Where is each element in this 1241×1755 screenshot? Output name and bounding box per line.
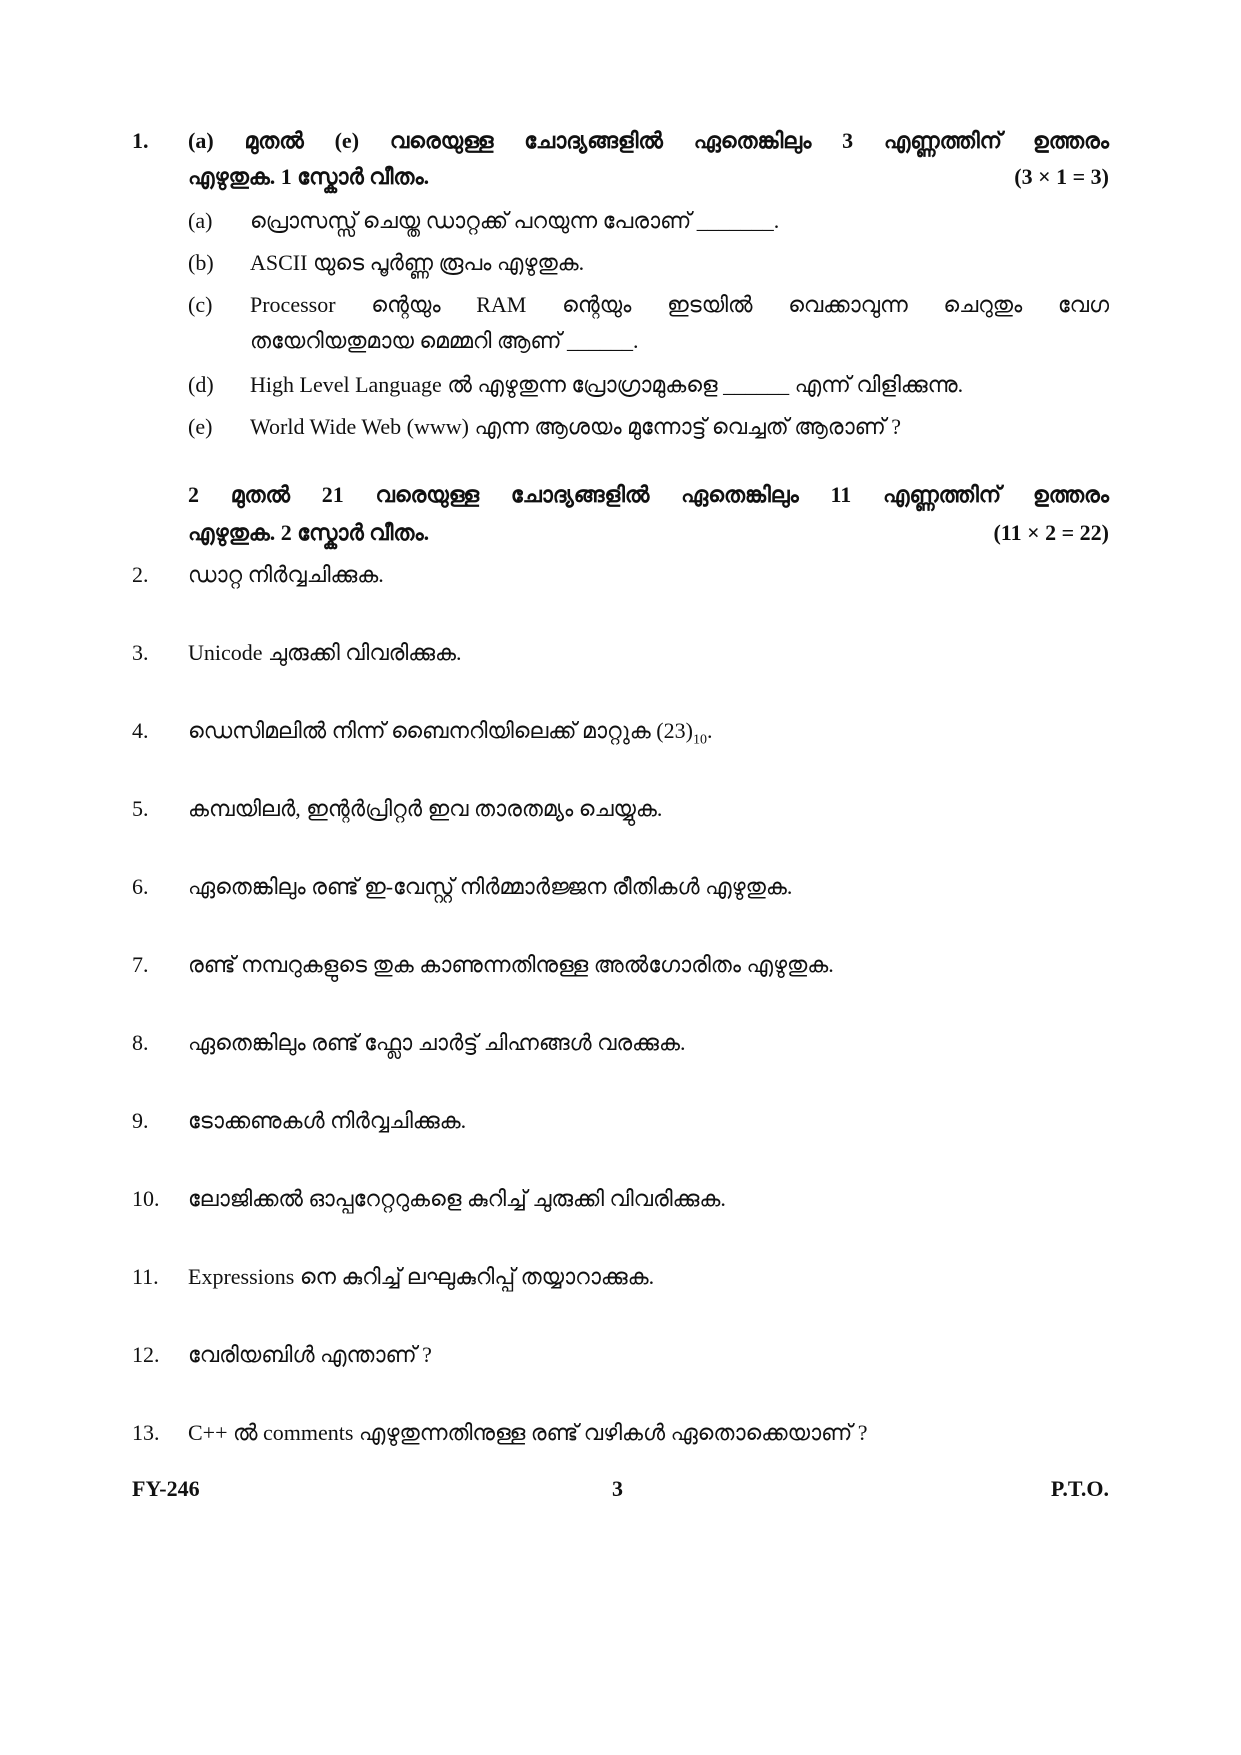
option-letter: (b) bbox=[188, 250, 214, 275]
question-text: ഏതെങ്കിലും രണ്ട് ഫ്ലോ ചാർട്ട് ചിഹ്നങ്ങൾ വരക്കുക. bbox=[188, 1030, 686, 1055]
question-text bbox=[188, 716, 712, 755]
paper-code: FY-246 bbox=[132, 1476, 200, 1501]
question-subscript: 10 bbox=[692, 732, 707, 748]
question-number: 13. bbox=[132, 1420, 160, 1445]
question-text: C++ ൽ comments എഴുതുന്നതിനുള്ള രണ്ട് വഴികൾ ഏതൊക്കെയാണ് ? bbox=[188, 1420, 868, 1445]
question-number: 9. bbox=[132, 1108, 149, 1133]
question-number: 1. bbox=[132, 128, 149, 153]
question-text-suffix: . bbox=[706, 718, 713, 743]
section2-instruction-line1: 2 മുതൽ 21 വരെയുള്ള ചോദ്യങ്ങളിൽ ഏതെങ്കിലും 11 എണ്ണത്തിന് ഉത്തരം bbox=[188, 482, 1109, 507]
option-text: പ്രൊസസ്സ് ചെയ്ത ഡാറ്റക്ക് പറയുന്ന പേരാണ് _______. bbox=[250, 208, 780, 233]
question-text: ഏതെങ്കിലും രണ്ട് ഇ-വേസ്റ്റ് നിർമ്മാർജ്ജന രീതികൾ എഴുതുക. bbox=[188, 874, 793, 899]
question-number: 6. bbox=[132, 874, 149, 899]
option-letter: (c) bbox=[188, 292, 213, 317]
question-number: 12. bbox=[132, 1342, 160, 1367]
question-text: കമ്പയിലർ, ഇന്റർപ്രിറ്റർ ഇവ താരതമ്യം ചെയ്യുക. bbox=[188, 796, 663, 821]
question-text-main: ഡെസിമലിൽ നിന്ന് ബൈനറിയിലെക്ക് മാറ്റുക (23) bbox=[188, 718, 693, 743]
question-number: 11. bbox=[132, 1264, 159, 1289]
option-text-continued: തയേറിയതുമായ മെമ്മറി ആണ് ______. bbox=[250, 328, 639, 353]
question-number: 2. bbox=[132, 562, 149, 587]
question-text: Expressions നെ കുറിച്ച് ലഘുകുറിപ്പ് തയ്യാറാക്കുക. bbox=[188, 1264, 655, 1289]
section1-instruction-line1: (a) മുതൽ (e) വരെയുള്ള ചോദ്യങ്ങളിൽ ഏതെങ്കിലും 3 എണ്ണത്തിന് ഉത്തരം bbox=[188, 128, 1109, 153]
option-text: Processor ന്റെയും RAM ന്റെയും ഇടയിൽ വെക്കാവുന്ന ചെറുതും വേഗ bbox=[250, 292, 1109, 317]
question-number: 10. bbox=[132, 1186, 160, 1211]
option-letter: (d) bbox=[188, 372, 214, 397]
question-text: ലോജിക്കൽ ഓപ്പറേറ്ററുകളെ കുറിച്ച് ചുരുക്കി വിവരിക്കുക. bbox=[188, 1186, 726, 1211]
page-number: 3 bbox=[612, 1476, 623, 1501]
question-text: Unicode ചുരുക്കി വിവരിക്കുക. bbox=[188, 640, 462, 665]
question-text: വേരിയബിൾ എന്താണ് ? bbox=[188, 1342, 432, 1367]
option-letter: (a) bbox=[188, 208, 213, 233]
section1-marks: (3 × 1 = 3) bbox=[1014, 164, 1109, 189]
question-text: രണ്ട് നമ്പറുകളുടെ തുക കാണുന്നതിനുള്ള അൽഗോരിതം എഴുതുക. bbox=[188, 952, 834, 977]
question-number: 8. bbox=[132, 1030, 149, 1055]
question-number: 4. bbox=[132, 718, 149, 743]
pto-label: P.T.O. bbox=[1050, 1476, 1109, 1501]
question-text: ടോക്കണുകൾ നിർവ്വചിക്കുക. bbox=[188, 1108, 467, 1133]
option-text: World Wide Web (www) എന്ന ആശയം മുന്നോട്ട് വെച്ചത് ആരാണ് ? bbox=[250, 414, 902, 439]
section2-instruction-line2: എഴുതുക. 2 സ്കോർ വീതം. bbox=[188, 520, 430, 545]
question-text: ഡാറ്റ നിർവ്വചിക്കുക. bbox=[188, 562, 384, 587]
section2-marks: (11 × 2 = 22) bbox=[993, 520, 1109, 545]
question-number: 7. bbox=[132, 952, 149, 977]
question-number: 3. bbox=[132, 640, 149, 665]
option-text: High Level Language ൽ എഴുതുന്ന പ്രോഗ്രാമുകളെ ______ എന്ന് വിളിക്കുന്നു. bbox=[250, 372, 964, 397]
option-text: ASCII യുടെ പൂർണ്ണ രൂപം എഴുതുക. bbox=[250, 250, 585, 275]
option-letter: (e) bbox=[188, 414, 213, 439]
question-number: 5. bbox=[132, 796, 149, 821]
section1-instruction-line2: എഴുതുക. 1 സ്കോർ വീതം. bbox=[188, 164, 430, 189]
